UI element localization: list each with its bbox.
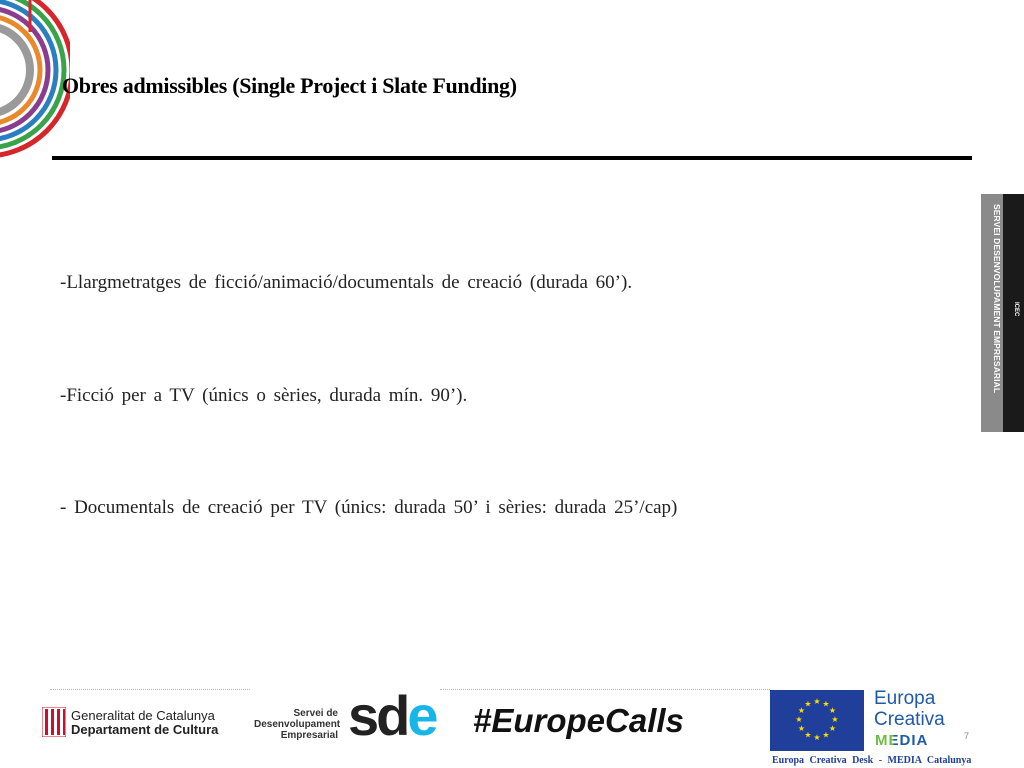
svg-text:★: ★: [804, 699, 812, 709]
sde-logo-e: e: [407, 684, 436, 747]
gencat-shield-icon: [42, 707, 66, 737]
hashtag: #EuropeCalls: [473, 702, 684, 739]
europa-creativa-logo: [874, 688, 945, 730]
svg-text:★: ★: [822, 730, 830, 740]
svg-text:★: ★: [813, 733, 821, 742]
bullet-item: -Llargmetratges de ficció/animació/documentals de creació (durada 60’).: [60, 272, 633, 293]
europa-word: Europa: [874, 688, 936, 709]
desk-caption: Europa Creativa Desk - MEDIA Catalunya: [772, 755, 972, 766]
footer-separator: [440, 689, 770, 690]
side-tab-small-label: ICEC: [1013, 302, 1019, 317]
svg-text:★: ★: [831, 715, 839, 724]
svg-text:★: ★: [804, 730, 812, 740]
eu-flag-icon: [770, 690, 864, 751]
svg-text:★: ★: [795, 715, 803, 724]
svg-text:★: ★: [797, 706, 806, 715]
gencat-logo: [42, 707, 242, 737]
gencat-name: Generalitat de Catalunya: [71, 708, 215, 723]
slide-title: Obres admissibles (Single Project i Slate Funding): [62, 73, 517, 98]
gencat-department: Departament de Cultura: [71, 722, 219, 737]
side-tab-label: SERVEI DESENVOLUPAMENT EMPRESARIAL: [992, 204, 1002, 394]
sde-logo-sd: sd: [348, 684, 408, 747]
sde-label-line: Servei de: [293, 708, 338, 719]
footer-separator: [50, 689, 250, 690]
svg-text:★: ★: [822, 699, 830, 709]
svg-text:★: ★: [813, 697, 821, 706]
title-divider: [52, 156, 972, 160]
sde-logo: [348, 684, 436, 747]
svg-text:★: ★: [828, 706, 837, 715]
sde-label: [254, 708, 341, 741]
bullet-item: -Ficció per a TV (únics o sèries, durada mín. 90’).: [60, 385, 468, 406]
side-tab: [981, 194, 1024, 432]
page-number: 7: [964, 731, 970, 741]
media-logo: MEDIA: [875, 732, 929, 749]
sde-label-line: Desenvolupament: [254, 719, 341, 730]
svg-text:★: ★: [828, 724, 837, 733]
svg-text:★: ★: [797, 724, 806, 733]
bullet-item: - Documentals de creació per TV (únics: durada 50’ i sèries: durada 25’/cap): [60, 497, 678, 518]
sde-label-line: Empresarial: [280, 730, 338, 741]
creativa-word: Creativa: [874, 709, 945, 730]
corner-logo-arcs: [0, 0, 70, 170]
